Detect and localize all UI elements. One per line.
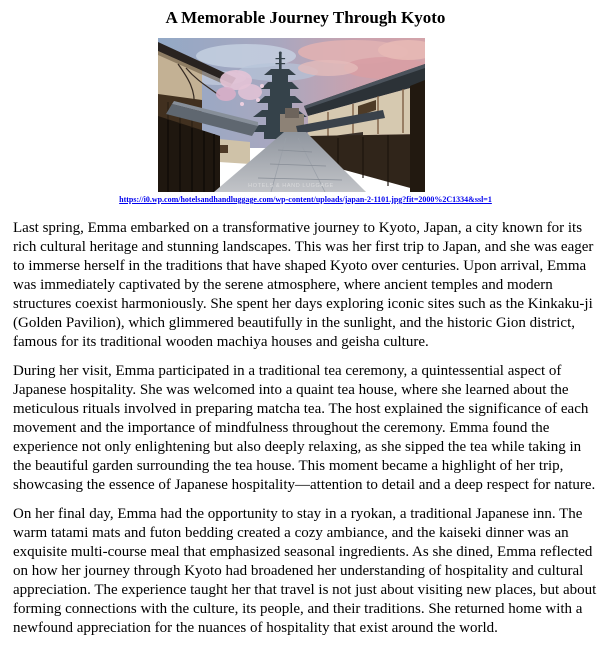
photo-watermark: HOTELS & HAND LUGGAGE	[248, 183, 334, 189]
paragraph-2: During her visit, Emma participated in a traditional tea ceremony, a quintessential aspect of Japanese hospitality. She was welcomed into a quaint tea house, where she learned about the meticulous rituals involved in preparing matcha tea. The host explained the significance of each movement and the importance of mindfulness throughout the ceremony. Emma found the experience not only enlightening but also deeply relaxing, as she sipped the tea while taking in the beautiful garden surrounding the tea house. This moment became a highlight of her trip, showcasing the essence of Japanese hospitality—attention to detail and a deep respect for nature.	[13, 363, 596, 493]
image-source-row	[0, 193, 611, 205]
paragraph-1: Last spring, Emma embarked on a transformative journey to Kyoto, Japan, a city known for its rich cultural heritage and stunning landscapes. This was her first trip to Japan, and she was eager to immerse herself in the traditions that have shaped Kyoto over centuries. Upon arrival, Emma was immediately captivated by the serene atmosphere, where ancient temples and modern structures coexist harmoniously. She spent her days exploring iconic sites such as the Kinkaku-ji (Golden Pavilion), which glimmered beautifully in the sunlight, and the historic Gion district, famous for its traditional wooden machiya houses and geisha culture.	[13, 220, 594, 350]
kyoto-photo-illustration	[158, 38, 425, 192]
article-body	[13, 219, 598, 638]
paragraph-3: On her final day, Emma had the opportunity to stay in a ryokan, a traditional Japanese inn. The warm tatami mats and futon bedding created a cozy ambiance, and the kaiseki dinner was an exquisite multi-course meal that emphasized seasonal ingredients. As she dined, Emma reflected on how her journey through Kyoto had broadened her understanding of hospitality and cultural appreciation. The experience taught her that travel is not just about visiting new places, but about forming connections with the culture, its people, and their traditions. She returned home with a newfound appreciation for the nuances of hospitality that exist around the world.	[13, 506, 597, 636]
kyoto-photo	[158, 38, 425, 192]
page-title: A Memorable Journey Through Kyoto	[165, 8, 446, 27]
image-source-link[interactable]: https://i0.wp.com/hotelsandhandluggage.com/wp-content/uploads/japan-2-1101.jpg?fit=2000%2C1334&ssl=1	[119, 195, 492, 204]
